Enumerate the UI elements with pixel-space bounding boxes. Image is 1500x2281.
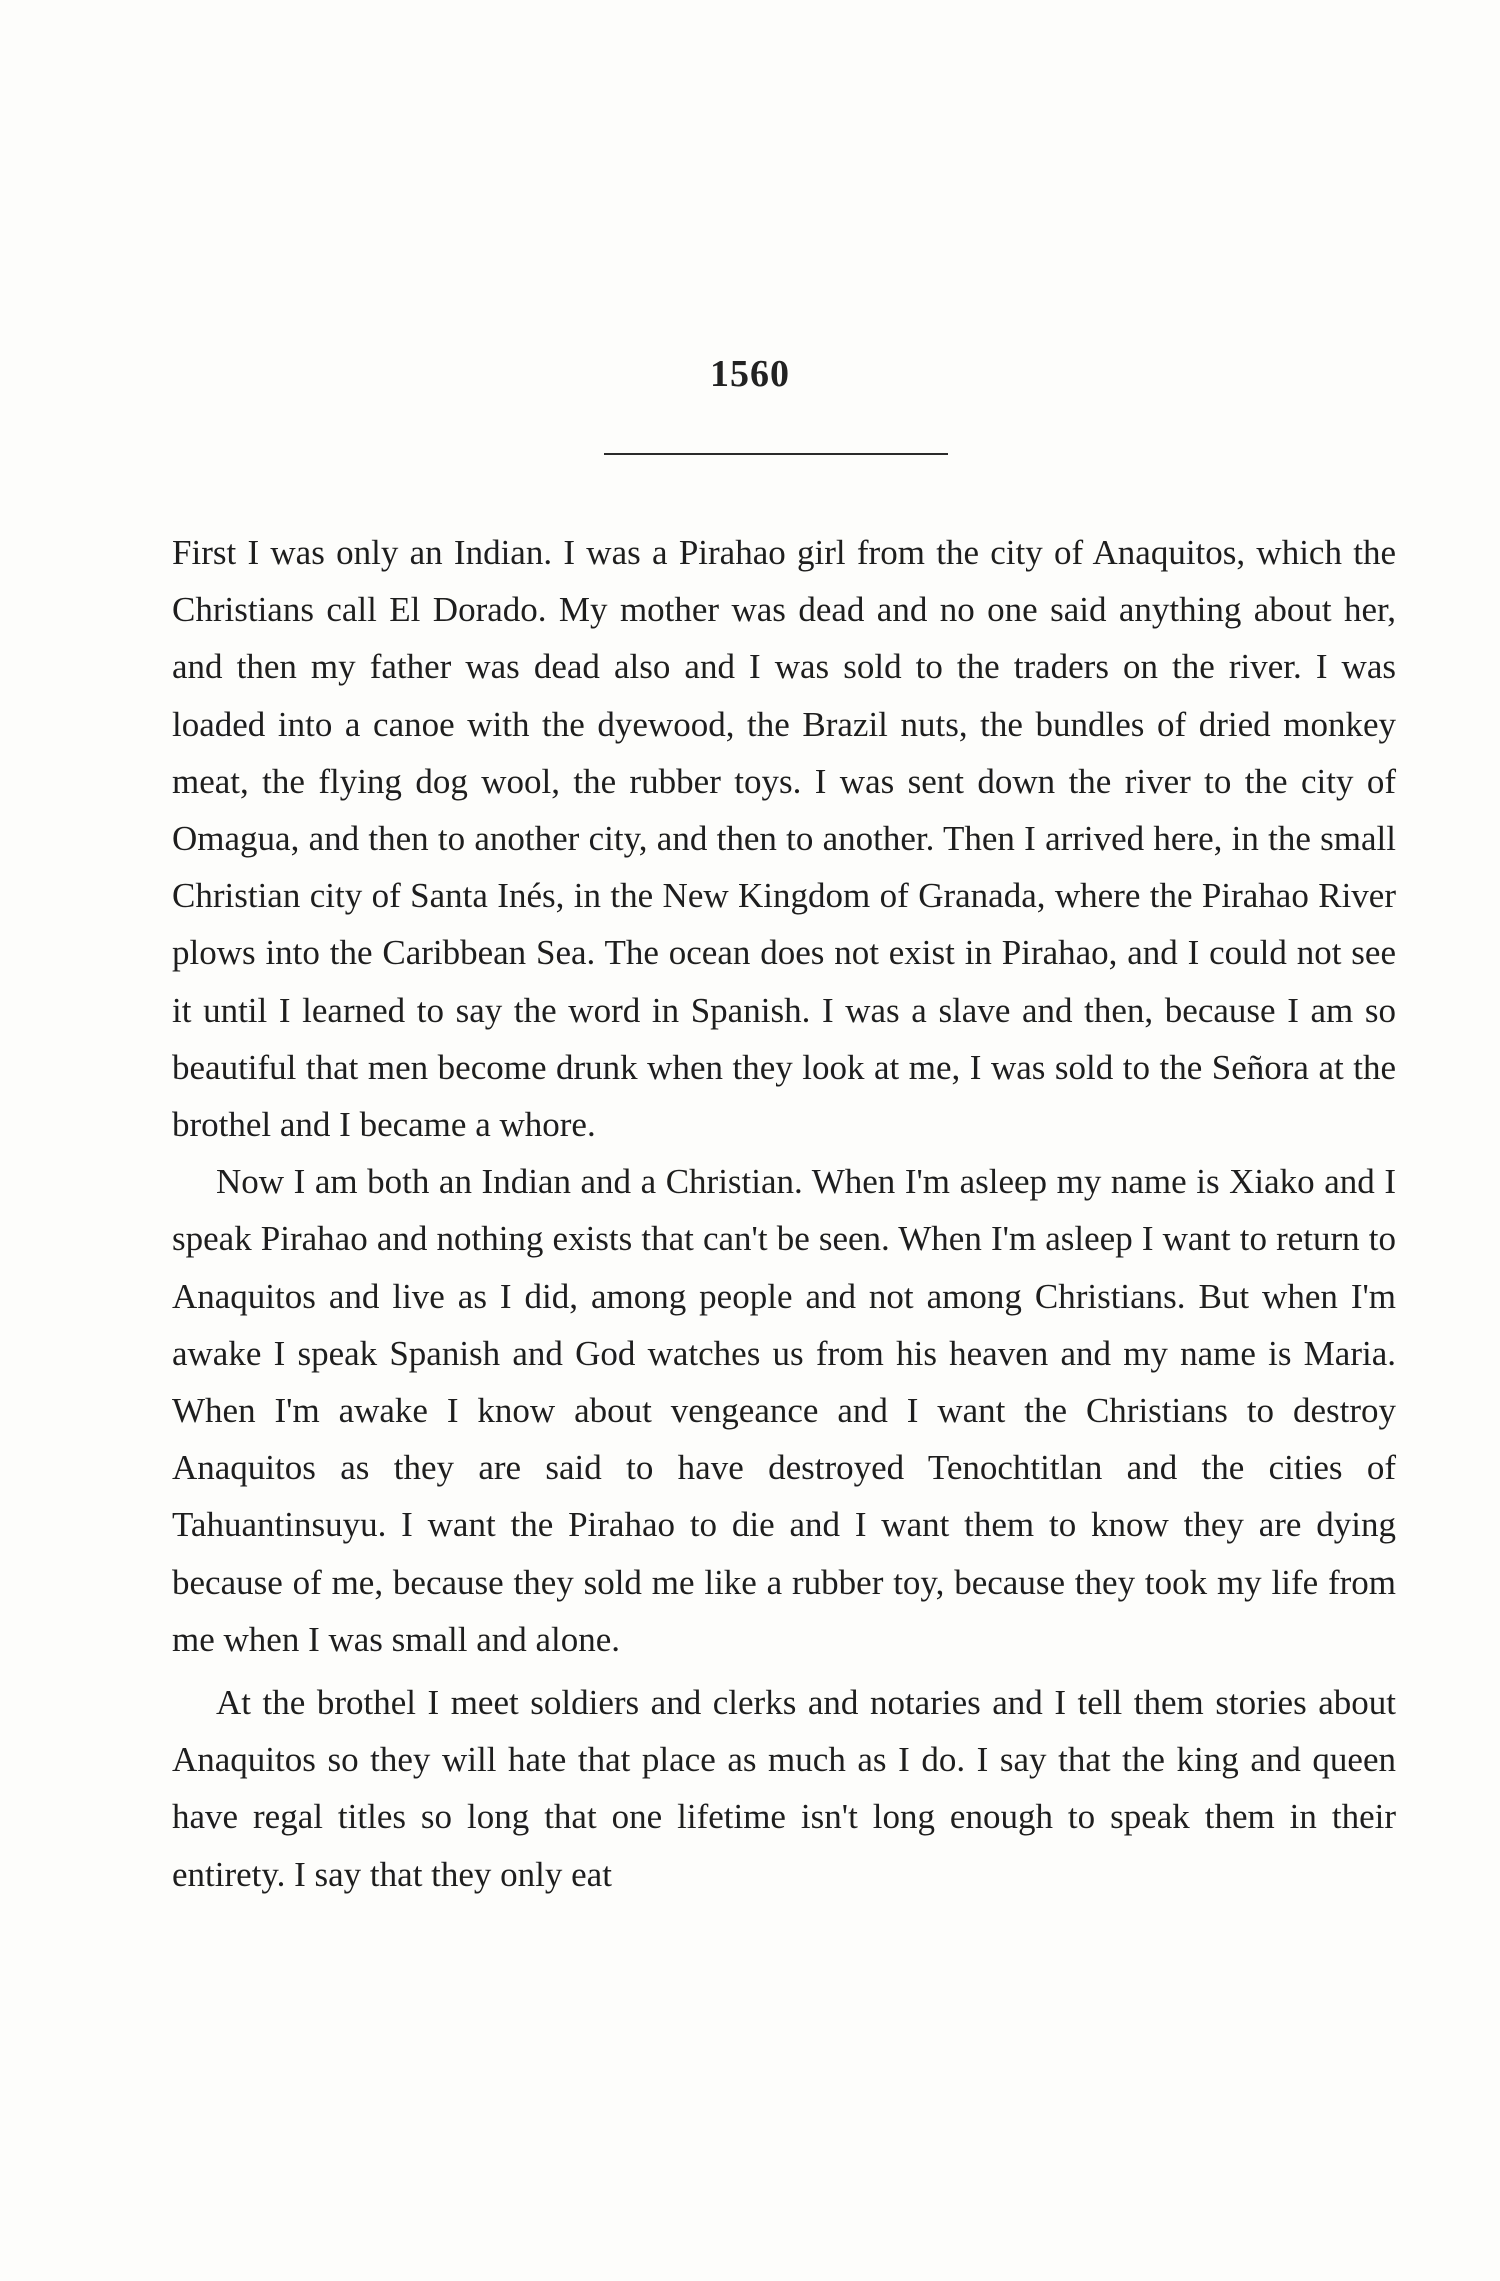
paragraph-2: Now I am both an Indian and a Christian. When I'm asleep my name is Xiako and I speak Pirahao and nothing exists that can't be seen. When I'm asleep I want to return to Anaquitos and live as I did, among people and not among Christians. But when I'm awake I speak Spanish and God watches us from his heaven and my name is Maria. When I'm awake I know about vengeance and I want the Christians to destroy Anaquitos as they are said to have destroyed Tenochtitlan and the cities of Tahuantinsuyu. I want the Pirahao to die and I want them to know they are dying because of me, because they sold me like a rubber toy, because they took my life from me when I was small and alone. (172, 1162, 1396, 1659)
paragraph-3: At the brothel I meet soldiers and clerks and notaries and I tell them stories about Anaquitos so they will hate that place as much as I do. I say that the king and queen have regal titles so long that one lifetime isn't long enough to speak them in their entirety. I say that they only eat (172, 1683, 1396, 1894)
paragraph-1: First I was only an Indian. I was a Pirahao girl from the city of Anaquitos, which the Christians call El Dorado. My mother was dead and no one said anything about her, and then my father was dead also and I was sold to the traders on the river. I was loaded into a canoe with the dyewood, the Brazil nuts, the bundles of dried monkey meat, the flying dog wool, the rubber toys. I was sent down the river to the city of Omagua, and then to another city, and then to another. Then I arrived here, in the small Christian city of Santa Inés, in the New Kingdom of Granada, where the Pirahao River plows into the Caribbean Sea. The ocean does not exist in Pirahao, and I could not see it until I learned to say the word in Spanish. I was a slave and then, because I am so beautiful that men become drunk when they look at me, I was sold to the Señora at the brothel and I became a whore. (172, 533, 1396, 1145)
body-text (172, 524, 1396, 1903)
chapter-title: 1560 (710, 353, 790, 395)
title-rule (604, 453, 948, 455)
